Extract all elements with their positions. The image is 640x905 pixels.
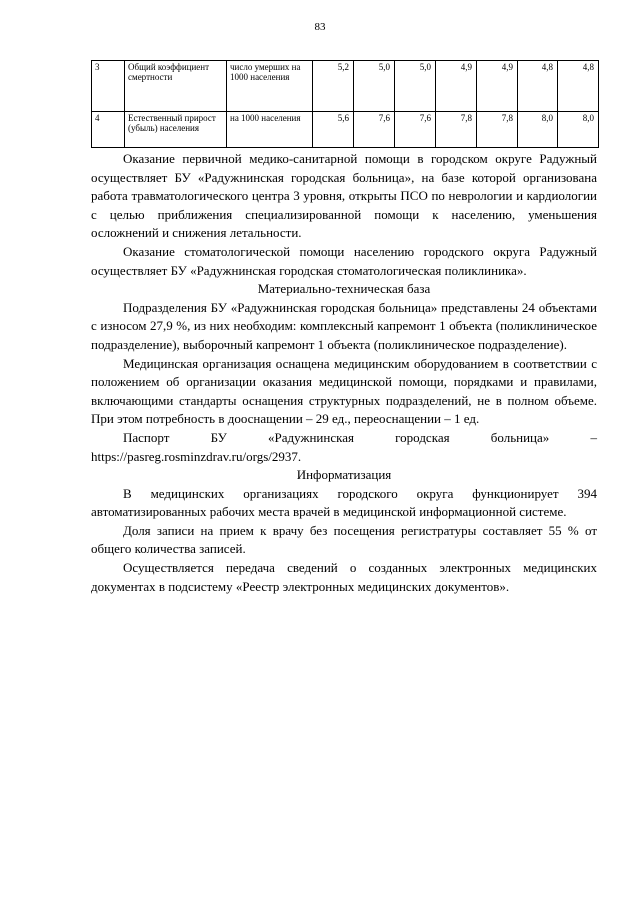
paragraph-online-booking: Доля записи на прием к врачу без посещения регистратуры составляет 55 % от общего количества записей. <box>91 522 597 557</box>
value-cell: 5,6 <box>313 112 354 148</box>
value-cell: 4,8 <box>518 61 558 112</box>
indicator-unit: число умерших на 1000 населения <box>227 61 313 112</box>
value-cell: 8,0 <box>518 112 558 148</box>
section-heading-material-base: Материально-техническая база <box>257 281 431 297</box>
page-number: 83 <box>314 21 326 33</box>
paragraph-primary-care: Оказание первичной медико-санитарной помощи в городском округе Радужный осуществляет БУ «Радужнинская городская больница», на базе которой организована работа травматологического центра 3 уровня, открыты ПСО по неврологии и кардиологии с целью приближения специализированной помощи к населению, уменьшения осложнений и снижения летальности. <box>91 151 597 241</box>
paragraph-emr-transfer: Осуществляется передача сведений о созданных электронных медицинских документах в подсистему «Реестр электронных медицинских документов». <box>91 560 597 594</box>
section-heading-informatization: Информатизация <box>296 467 392 483</box>
row-number: 4 <box>92 112 125 148</box>
value-cell: 5,0 <box>395 61 436 112</box>
value-cell: 7,6 <box>395 112 436 148</box>
paragraph-workstations: В медицинских организациях городского округа функционирует 394 автоматизированных рабочих места врачей в медицинской информационной системе. <box>91 485 597 520</box>
indicators-table <box>91 60 599 148</box>
value-cell: 5,2 <box>313 61 354 112</box>
paragraph-facilities: Подразделения БУ «Радужнинская городская больница» представлены 24 объектами с износом 27,9 %, из них необходим: комплексный капремонт 1 объекта (поликлиническое подразделение), выборочный капремонт 1 объекта (поликлиническое подразделение). <box>91 299 597 352</box>
document-body <box>91 150 597 596</box>
row-number: 3 <box>92 61 125 112</box>
value-cell: 7,8 <box>477 112 518 148</box>
value-cell: 4,8 <box>558 61 599 112</box>
passport-link[interactable]: https://pasreg.rosminzdrav.ru/orgs/2937. <box>91 448 302 464</box>
value-cell: 7,6 <box>354 112 395 148</box>
value-cell: 5,0 <box>354 61 395 112</box>
table-row <box>92 61 599 112</box>
indicator-name: Общий коэффициент смертности <box>125 61 227 112</box>
indicator-name: Естественный прирост (убыль) населения <box>125 112 227 148</box>
paragraph-passport: Паспорт БУ «Радужнинская городская больница» – <box>123 429 597 445</box>
paragraph-equipment: Медицинская организация оснащена медицинским оборудованием в соответствии с положением об организации оказания медицинской помощи, порядками и правилами, включающими стандарты оснащения структурных подразделений, не в полном объеме. При этом потребность в дооснащении – 29 ед., переоснащении – 1 ед. <box>91 355 597 427</box>
paragraph-dental-care: Оказание стоматологической помощи населению городского округа Радужный осуществляет БУ «Радужнинская городская стоматологическая поликлиника». <box>91 243 597 278</box>
table-row <box>92 112 599 148</box>
value-cell: 4,9 <box>436 61 477 112</box>
value-cell: 4,9 <box>477 61 518 112</box>
value-cell: 7,8 <box>436 112 477 148</box>
indicator-unit: на 1000 населения <box>227 112 313 148</box>
value-cell: 8,0 <box>558 112 599 148</box>
